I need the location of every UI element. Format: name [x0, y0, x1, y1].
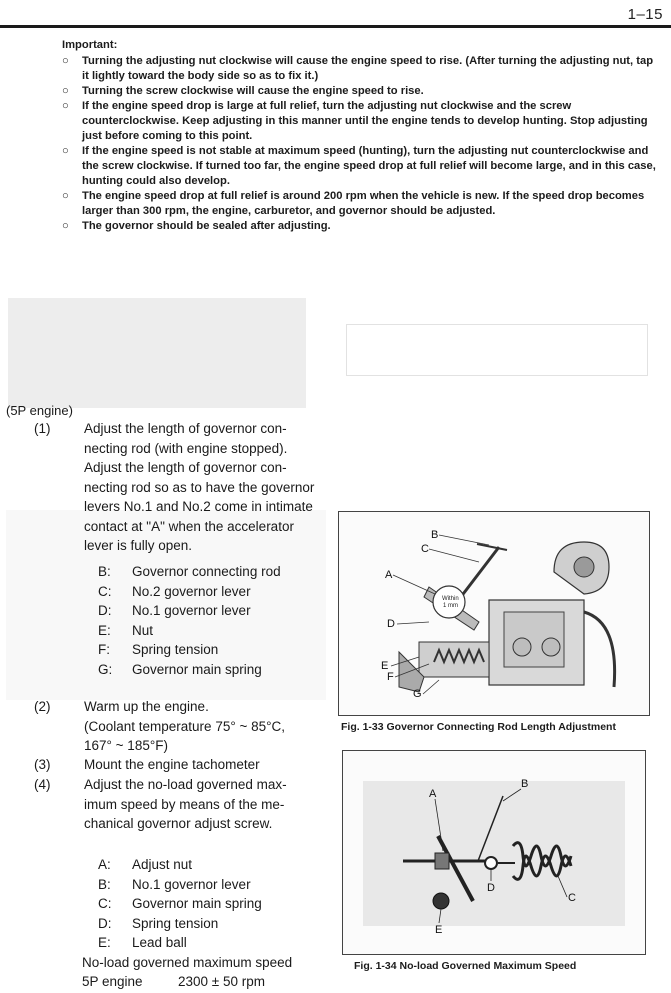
figure-1-34 — [342, 750, 646, 955]
adjust-nut-icon — [435, 853, 449, 869]
figure-1-33 — [338, 511, 650, 716]
figure-label: A — [385, 569, 393, 581]
legend-row: D: Spring tension — [98, 915, 219, 931]
figure-callout-line: Within — [442, 596, 459, 602]
figure-label: E — [381, 660, 389, 672]
bullet-icon: ○ — [62, 100, 69, 112]
list-item: ○ The engine speed drop at full relief is around 200 rpm when the vehicle is new. If the speed drop becomes larger than 300 rpm, the engine, carburetor, and governor should be adjusted. — [62, 190, 645, 217]
bullet-icon: ○ — [62, 55, 69, 67]
legend-row: E: Nut — [98, 622, 154, 638]
step-text: Mount the engine tachometer — [84, 757, 260, 772]
bullet-icon: ○ — [62, 190, 69, 202]
legend-row: G: Governor main spring — [98, 661, 262, 677]
legend-row: B: No.1 governor lever — [98, 876, 251, 892]
legend-figure-1-33 — [98, 562, 281, 679]
figure-label: D — [387, 618, 395, 630]
legend-row: C: No.2 governor lever — [98, 583, 251, 599]
figure-label: B — [431, 529, 439, 541]
figure-label: E — [435, 924, 443, 936]
step-text: Adjust the length of governor con- necting rod (with engine stopped). Adjust the length of governor con- necting rod so as to have the governor levers No.1 and No.2 come in intimate contact at "A" when the accelerator lever is fully open. — [84, 421, 315, 553]
important-heading: Important: — [62, 39, 118, 51]
governed-speed-illustration — [343, 751, 645, 954]
important-notes — [62, 38, 662, 234]
step-number: (4) — [34, 777, 51, 792]
spec-title: No-load governed maximum speed — [82, 955, 293, 970]
legend-figure-1-34 — [98, 855, 262, 953]
figure-label: C — [568, 892, 576, 904]
step-number: (3) — [34, 757, 51, 772]
important-list — [62, 54, 662, 234]
legend-row: B: Governor connecting rod — [98, 564, 281, 579]
legend-row: F: Spring tension — [98, 642, 219, 657]
figure-callout-line: 1 mm — [443, 603, 458, 609]
figure-1-33-caption: Fig. 1-33 Governor Connecting Rod Length Adjustment — [341, 721, 616, 733]
legend-row: C: Governor main spring — [98, 896, 262, 911]
list-item: ○ If the engine speed drop is large at full relief, turn the adjusting nut clockwise and the screw counterclockwise. Keep adjusting in this manner until the engine tends to develop hunting. Stop adjusting just before coming to this point. — [62, 100, 648, 142]
spec-value: 2300 ± 50 rpm — [178, 974, 265, 989]
list-item: ○ Turning the adjusting nut clockwise will cause the engine speed to rise. (After turning the adjusting nut, tap it lightly toward the body side so as to fix it.) — [62, 55, 654, 82]
figure-1-34-caption: Fig. 1-34 No-load Governed Maximum Speed — [354, 960, 577, 972]
figure-label: F — [387, 671, 394, 683]
bullet-icon: ○ — [62, 85, 69, 97]
bullet-icon: ○ — [62, 145, 69, 157]
step-text: Adjust the no-load governed max- imum speed by means of the me- chanical governor adjust screw. — [84, 777, 287, 831]
bullet-icon: ○ — [62, 220, 69, 232]
list-item: ○ If the engine speed is not stable at maximum speed (hunting), turn the adjusting nut counterclockwise and the screw clockwise. If turned too far, the engine speed drop at full relief will become large, and in this case, hunting could also develop. — [62, 145, 656, 187]
lead-ball-icon — [433, 893, 449, 909]
bleed-through-table — [346, 324, 648, 376]
step-number: (1) — [34, 421, 51, 436]
page-number: 1–15 — [627, 6, 663, 23]
figure-label: C — [421, 543, 429, 555]
legend-row: A: Adjust nut — [98, 857, 193, 872]
list-item: ○ Turning the screw clockwise will cause the engine speed to rise. — [62, 85, 424, 97]
legend-row: E: Lead ball — [98, 935, 187, 950]
figure-label: G — [413, 688, 422, 700]
figure-label: D — [487, 882, 495, 894]
spec-row: 5P engine 2300 ± 50 rpm — [82, 974, 265, 989]
figure-label: B — [521, 778, 529, 790]
step-text: Warm up the engine. (Coolant temperature 75° ~ 85°C, 167° ~ 185°F) — [84, 699, 286, 753]
governor-rod-illustration — [339, 512, 649, 715]
legend-row: D: No.1 governor lever — [98, 603, 251, 618]
header-rule — [0, 25, 671, 28]
list-item: ○ The governor should be sealed after adjusting. — [62, 220, 331, 232]
bleed-through-photo — [8, 298, 306, 408]
section-title: (5P engine) — [6, 403, 73, 418]
step-number: (2) — [34, 699, 51, 714]
figure-label: A — [429, 788, 437, 800]
spec-block — [82, 953, 292, 991]
